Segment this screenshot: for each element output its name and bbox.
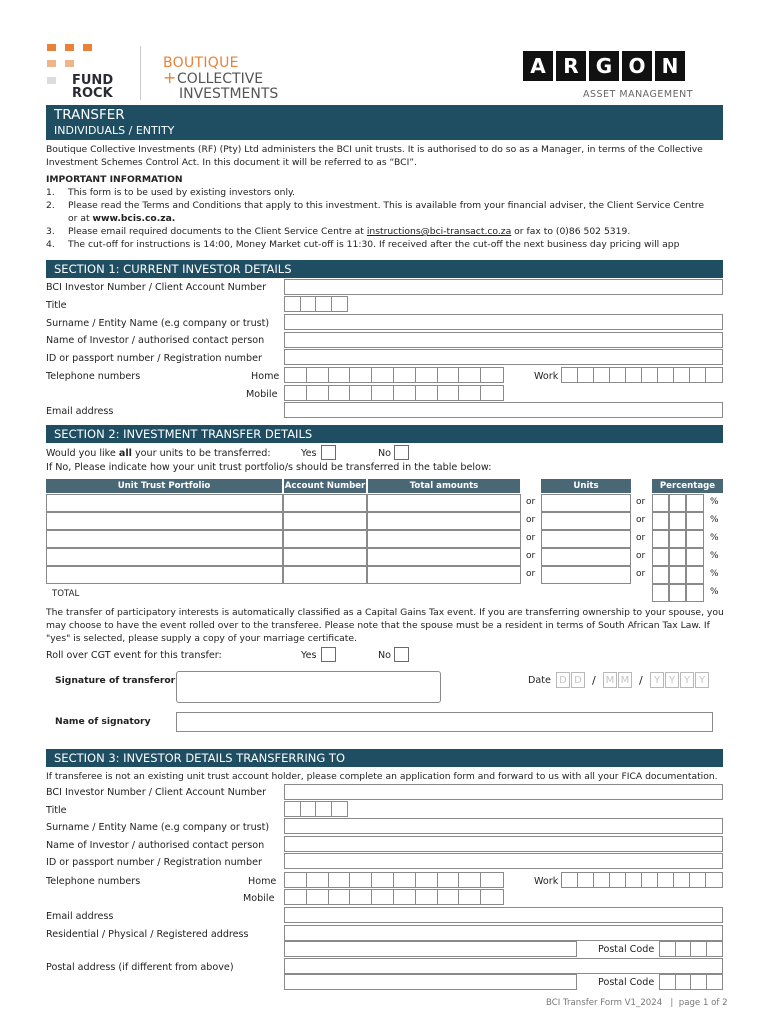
to-id-field[interactable] (284, 853, 723, 869)
fundrock-line1: FUND (72, 73, 114, 88)
percentage-cell-c[interactable] (686, 494, 704, 512)
amount-cell[interactable] (367, 530, 521, 548)
units-cell[interactable] (541, 512, 631, 530)
percent-sign: % (710, 569, 719, 579)
to-email-field[interactable] (284, 907, 723, 923)
account-label: BCI Investor Number / Client Account Number (46, 282, 267, 293)
q-pre: Would you like (46, 448, 119, 459)
surname-label: Surname / Entity Name (e.g company or trust) (46, 318, 270, 329)
residential-postal-code-field[interactable] (659, 941, 723, 957)
info-text: The cut-off for instructions is 14:00, Money Market cut-off is 11:30. If received after the cut-off the next business day pricing will app (68, 239, 680, 250)
signatory-label: Name of signatory (55, 716, 151, 727)
date-char: Y (650, 672, 664, 688)
date-slash: / (592, 674, 596, 687)
important-heading: IMPORTANT INFORMATION (46, 174, 183, 185)
boutique-line3: INVESTMENTS (179, 86, 279, 102)
footer: BCI Transfer Form V1_2024 | page 1 of 2 (546, 998, 728, 1008)
intro-line1: Boutique Collective Investments (RF) (Pty) Ltd administers the BCI unit trusts. It is authorised to do so as a Manager, in terms of the Collective (46, 144, 703, 155)
surname-label: Surname / Entity Name (e.g company or trust) (46, 822, 270, 833)
contact-label: Name of Investor / authorised contact person (46, 335, 265, 346)
fundrock-logo (45, 44, 125, 102)
title-bar (46, 105, 723, 140)
argon-letter: A (523, 51, 553, 81)
fax-text: or fax to (0)86 502 5319. (511, 226, 631, 237)
date-year-field[interactable] (650, 672, 710, 688)
table-instruction: If No, Please indicate how your unit trust portfolio/s should be transferred in the table below: (46, 462, 492, 473)
all-units-no-checkbox[interactable] (394, 445, 409, 460)
to-account-number-field[interactable] (284, 784, 723, 800)
col-amount: Total amounts (368, 479, 520, 493)
portfolio-cell[interactable] (46, 530, 283, 548)
residential-label: Residential / Physical / Registered address (46, 929, 249, 940)
mobile-phone-field[interactable] (284, 385, 504, 401)
percent-sign: % (710, 587, 719, 597)
argon-letter: R (556, 51, 586, 81)
cgt-line2: may choose to have the event rolled over to the transferee. Please note that the spouse must be a resident in terms of South African Tax Law. If (46, 620, 710, 631)
intro-line2: Investment Schemes Control Act. In this document it will be referred to as “BCI”. (46, 157, 417, 168)
argon-letter: N (655, 51, 685, 81)
id-label: ID or passport number / Registration number (46, 353, 262, 364)
work-label: Work (534, 876, 559, 887)
id-label: ID or passport number / Registration number (46, 857, 262, 868)
all-units-question (46, 448, 271, 459)
to-home-phone-field[interactable] (284, 872, 504, 888)
residential-address-line2[interactable] (284, 941, 577, 957)
mobile-label: Mobile (243, 893, 275, 904)
percentage-cell-a[interactable] (652, 530, 669, 548)
col-account: Account Number (284, 481, 366, 491)
no-label: No (378, 650, 392, 661)
amount-cell[interactable] (367, 494, 521, 512)
yes-label: Yes (301, 448, 317, 459)
amount-cell[interactable] (367, 512, 521, 530)
boutique-line1: BOUTIQUE (163, 55, 239, 71)
date-char: D (556, 672, 570, 688)
date-char: M (603, 672, 617, 688)
percentage-cell-b[interactable] (669, 548, 686, 566)
account-cell[interactable] (283, 512, 367, 530)
postal-code-label: Postal Code (598, 944, 655, 955)
units-cell[interactable] (541, 530, 631, 548)
telephone-label: Telephone numbers (46, 876, 141, 887)
total-percentage-cell-c[interactable] (686, 584, 704, 602)
percentage-cell-b[interactable] (669, 494, 686, 512)
postal-address-line2[interactable] (284, 974, 577, 990)
cgt-line1: The transfer of participatory interests is automatically classified as a Capital Gains Tax event. If you are transferring ownership to your spouse, you (46, 607, 724, 618)
units-cell[interactable] (541, 566, 631, 584)
mobile-label: Mobile (246, 389, 278, 400)
surname-field[interactable] (284, 314, 723, 330)
contact-label: Name of Investor / authorised contact person (46, 840, 265, 851)
home-phone-field[interactable] (284, 367, 504, 383)
to-work-phone-field[interactable] (561, 872, 723, 888)
portfolio-cell[interactable] (46, 548, 283, 566)
percent-sign: % (710, 533, 719, 543)
date-label: Date (528, 675, 551, 686)
date-char: Y (665, 672, 679, 688)
account-cell[interactable] (283, 494, 367, 512)
date-day-field[interactable] (556, 672, 586, 688)
or-label: or (526, 515, 536, 525)
q-post: your units to be transferred: (131, 448, 271, 459)
percent-sign: % (710, 551, 719, 561)
units-cell[interactable] (541, 494, 631, 512)
percentage-cell-a[interactable] (652, 548, 669, 566)
percentage-cell-a[interactable] (652, 512, 669, 530)
id-field[interactable] (284, 349, 723, 365)
no-label: No (378, 448, 392, 459)
info-text: Please read the Terms and Conditions that apply to this investment. This is available from your financial adviser, the Client Service Centre (68, 200, 705, 211)
email-label: Email address (46, 406, 114, 417)
argon-subtitle: ASSET MANAGEMENT (583, 89, 693, 100)
home-label: Home (251, 371, 280, 382)
info-num: 2. (46, 200, 55, 211)
percent-sign: % (710, 497, 719, 507)
contact-field[interactable] (284, 332, 723, 348)
or-label: or (526, 551, 536, 561)
argon-logo (523, 51, 695, 103)
col-percentage: Percentage (652, 479, 723, 493)
account-label: BCI Investor Number / Client Account Number (46, 787, 267, 798)
rollover-yes-checkbox[interactable] (321, 647, 336, 662)
email-field[interactable] (284, 402, 723, 418)
residential-address-line1[interactable] (284, 925, 723, 941)
info-text-part: Please email required documents to the Client Service Centre at (68, 226, 367, 237)
col-units: Units (541, 479, 631, 493)
email-label: Email address (46, 911, 114, 922)
yes-label: Yes (301, 650, 317, 661)
fundrock-line2: ROCK (72, 86, 113, 101)
page-title: TRANSFER (54, 107, 125, 123)
plus-icon: + (163, 68, 177, 87)
portfolio-cell[interactable] (46, 494, 283, 512)
percentage-cell-b[interactable] (669, 566, 686, 584)
cgt-line3: "yes" is selected, please supply a copy of your marriage certificate. (46, 633, 357, 644)
date-char: Y (695, 672, 709, 688)
title-field[interactable] (284, 296, 348, 312)
title-label: Title (46, 805, 67, 816)
argon-letter: G (589, 51, 619, 81)
title-label: Title (46, 300, 67, 311)
percentage-cell-c[interactable] (686, 512, 704, 530)
portfolio-cell[interactable] (46, 512, 283, 530)
signature-field[interactable] (176, 671, 441, 703)
percentage-cell-a[interactable] (652, 566, 669, 584)
account-number-field[interactable] (284, 279, 723, 295)
info-num: 3. (46, 226, 55, 237)
to-mobile-phone-field[interactable] (284, 889, 504, 905)
postal-address-line1[interactable] (284, 958, 723, 974)
or-label: or (526, 533, 536, 543)
date-month-field[interactable] (603, 672, 633, 688)
or-label: or (636, 497, 646, 507)
work-phone-field[interactable] (561, 367, 723, 383)
total-percentage-cell-b[interactable] (669, 584, 686, 602)
percent-sign: % (710, 515, 719, 525)
percentage-cell-b[interactable] (669, 512, 686, 530)
account-cell[interactable] (283, 548, 367, 566)
info-text (68, 226, 630, 237)
home-label: Home (248, 876, 277, 887)
section2-header: SECTION 2: INVESTMENT TRANSFER DETAILS (46, 425, 723, 443)
signatory-field[interactable] (176, 712, 713, 732)
info-prefix: or at (68, 213, 93, 224)
date-char: Y (680, 672, 694, 688)
telephone-label: Telephone numbers (46, 371, 141, 382)
logo-divider (140, 46, 141, 100)
portfolio-cell[interactable] (46, 566, 283, 584)
or-label: or (526, 497, 536, 507)
argon-letter: O (622, 51, 652, 81)
postal-code-label: Postal Code (598, 977, 655, 988)
percentage-cell-b[interactable] (669, 530, 686, 548)
postal-label: Postal address (if different from above) (46, 962, 234, 973)
total-label: TOTAL (52, 589, 80, 599)
total-percentage-cell-a[interactable] (652, 584, 669, 602)
section3-note: If transferee is not an existing unit trust account holder, please complete an application form and forward to us with all your FICA documentation. (46, 771, 718, 782)
or-label: or (526, 569, 536, 579)
rollover-label: Roll over CGT event for this transfer: (46, 650, 222, 661)
percentage-cell-a[interactable] (652, 494, 669, 512)
or-label: or (636, 533, 646, 543)
work-label: Work (534, 371, 559, 382)
percentage-cell-c[interactable] (686, 566, 704, 584)
rollover-no-checkbox[interactable] (394, 647, 409, 662)
date-char: D (571, 672, 585, 688)
info-num: 4. (46, 239, 55, 250)
account-cell[interactable] (283, 566, 367, 584)
or-label: or (636, 569, 646, 579)
info-continuation (68, 213, 175, 224)
or-label: or (636, 551, 646, 561)
section1-header: SECTION 1: CURRENT INVESTOR DETAILS (46, 260, 723, 278)
boutique-logo (163, 55, 313, 103)
amount-cell[interactable] (367, 548, 521, 566)
percentage-cell-c[interactable] (686, 548, 704, 566)
website-link[interactable]: www.bcis.co.za. (92, 213, 176, 224)
date-char: M (618, 672, 632, 688)
to-title-field[interactable] (284, 801, 348, 817)
or-label: or (636, 515, 646, 525)
units-cell[interactable] (541, 548, 631, 566)
info-text: This form is to be used by existing investors only. (68, 187, 296, 198)
date-slash: / (639, 674, 643, 687)
info-num: 1. (46, 187, 55, 198)
page-subtitle: INDIVIDUALS / ENTITY (54, 124, 175, 137)
to-surname-field[interactable] (284, 818, 723, 834)
col-portfolio: Unit Trust Portfolio (46, 479, 282, 493)
signature-label: Signature of transferor (55, 675, 176, 686)
all-units-yes-checkbox[interactable] (321, 445, 336, 460)
q-bold: all (118, 448, 132, 459)
amount-cell[interactable] (367, 566, 521, 584)
account-cell[interactable] (283, 530, 367, 548)
email-link[interactable]: instructions@bci-transact.co.za (366, 226, 512, 237)
postal-postal-code-field[interactable] (659, 974, 723, 990)
percentage-cell-c[interactable] (686, 530, 704, 548)
section3-header: SECTION 3: INVESTOR DETAILS TRANSFERRING TO (46, 749, 723, 767)
to-contact-field[interactable] (284, 836, 723, 852)
boutique-line2: COLLECTIVE (177, 71, 264, 87)
